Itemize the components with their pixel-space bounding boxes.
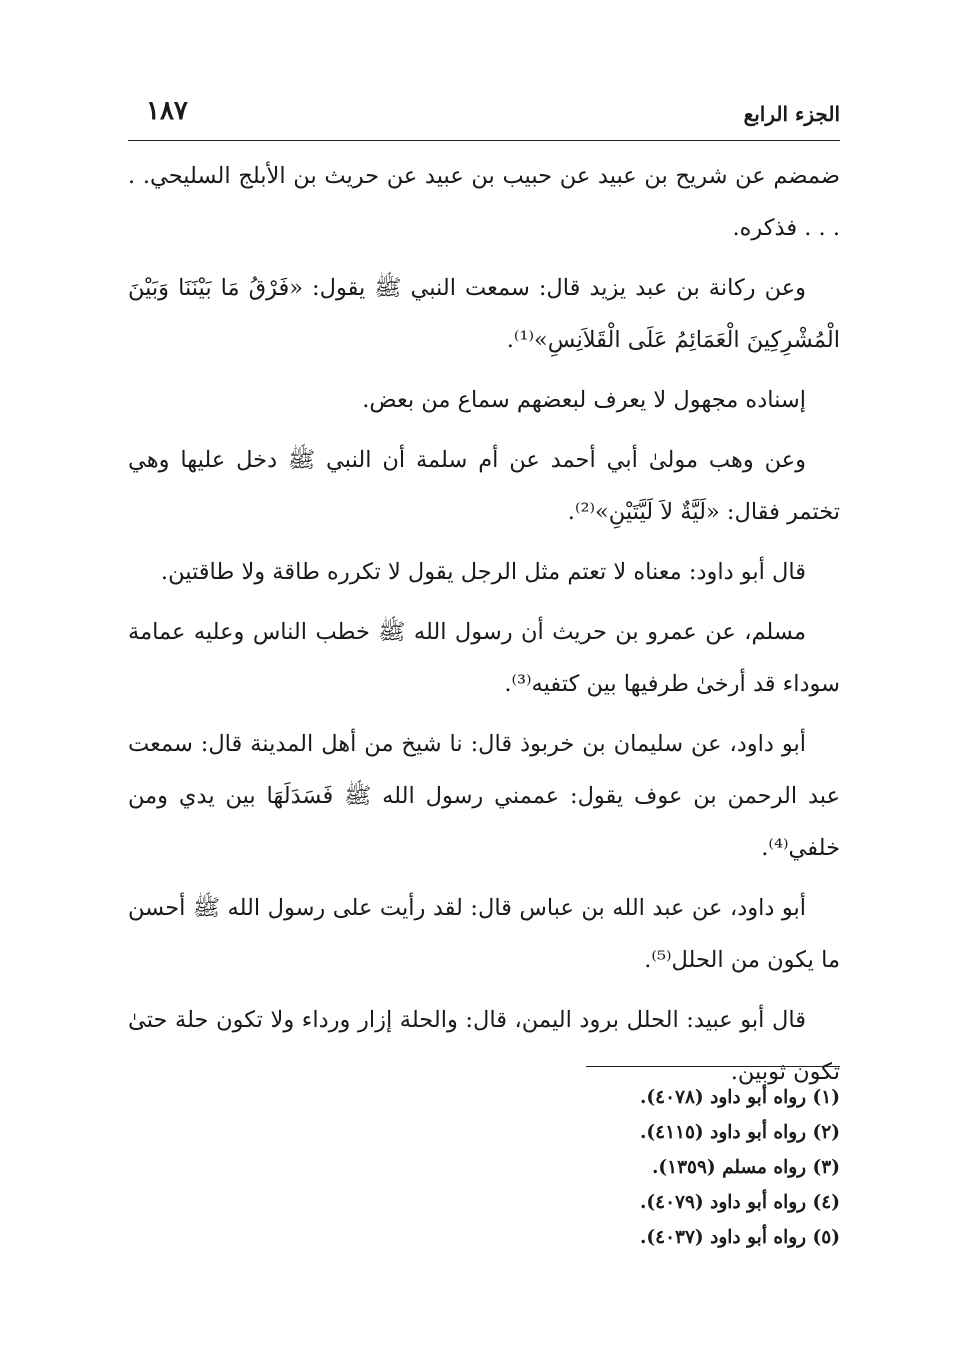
main-text	[128, 150, 840, 1106]
paragraph: وعن وهب مولىٰ أبي أحمد عن أم سلمة أن النبي ﷺ دخل عليها وهي تختمر فقال: «لَيَّةٌ لاَ لَيَّتَيْنِ»⁽²⁾.	[128, 447, 840, 525]
running-head: الجزء الرابع	[743, 102, 840, 126]
header-rule	[128, 140, 840, 141]
footnotes	[128, 1080, 840, 1255]
footnote: (٤) رواه أبو داود (٤٠٧٩).	[639, 1192, 840, 1213]
paragraph: وعن ركانة بن عبد يزيد قال: سمعت النبي ﷺ يقول: «فَرْقُ مَا بَيْنَنَا وَبَيْنَ الْمُشْرِكِينَ الْعَمَائِمُ عَلَى الْقَلاَنِسِ»⁽¹⁾.	[128, 275, 840, 353]
paragraph: مسلم، عن عمرو بن حريث أن رسول الله ﷺ خطب الناس وعليه عمامة سوداء قد أرخىٰ طرفيها بين كتفيه⁽³⁾.	[128, 619, 840, 697]
paragraph: أبو داود، عن سليمان بن خربوذ قال: نا شيخ من أهل المدينة قال: سمعت عبد الرحمن بن عوف يقول: عممني رسول الله ﷺ فَسَدَلَهَا بين يدي ومن خلفي⁽⁴⁾.	[128, 731, 840, 861]
paragraph: ضمضم عن شريح بن عبيد عن حبيب بن عبيد عن حريث بن الأبلج السليحي. . . . . فذكره.	[128, 163, 840, 241]
footnote: (٥) رواه أبو داود (٤٠٣٧).	[639, 1227, 840, 1248]
footnote: (٣) رواه مسلم (١٣٥٩).	[651, 1157, 840, 1178]
paragraph: أبو داود، عن عبد الله بن عباس قال: لقد رأيت على رسول الله ﷺ أحسن ما يكون من الحلل⁽⁵⁾.	[128, 895, 840, 973]
footnote: (١) رواه أبو داود (٤٠٧٨).	[639, 1087, 840, 1108]
paragraph: قال أبو عبيد: الحلل برود اليمن، قال: والحلة إزار ورداء ولا تكون حلة حتىٰ تكون ثوبين.	[128, 1007, 840, 1085]
paragraph: إسناده مجهول لا يعرف لبعضهم سماع من بعض.	[362, 387, 806, 413]
page-number: ١٨٧	[146, 96, 188, 126]
footnote-rule	[586, 1066, 840, 1067]
paragraph: قال أبو داود: معناه لا تعتم مثل الرجل يقول لا تكرره طاقة ولا طاقتين.	[160, 559, 806, 585]
page-header	[128, 96, 840, 134]
footnote: (٢) رواه أبو داود (٤١١٥).	[639, 1122, 840, 1143]
